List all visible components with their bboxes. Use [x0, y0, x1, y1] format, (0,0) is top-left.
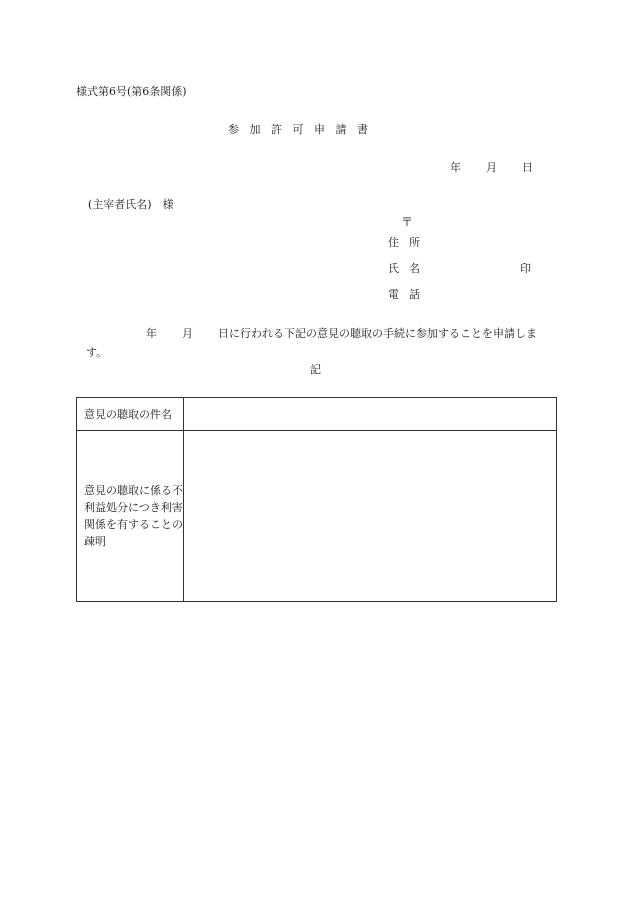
- name-row: [388, 262, 430, 276]
- table-row: [77, 398, 557, 431]
- form-number: 様式第6号(第6条関係): [76, 85, 187, 98]
- name-label: 氏名: [388, 262, 430, 275]
- phone-row: [388, 288, 430, 302]
- body-year: 年: [146, 327, 157, 340]
- table-row: [77, 431, 557, 602]
- address-label: 住所: [388, 236, 430, 249]
- date-day: 日: [522, 161, 533, 174]
- document-title: 参加許可申請書: [228, 123, 379, 136]
- date-year: 年: [450, 161, 461, 174]
- body-text: 日に行われる下記の意見の聴取の手続に参加することを申請します。: [86, 327, 537, 359]
- addressee: (主宰者氏名) 様: [88, 198, 174, 211]
- date-month: 月: [486, 161, 497, 174]
- record-table: [76, 397, 557, 602]
- date-line: [450, 161, 533, 175]
- seal-mark: 印: [520, 262, 531, 275]
- subject-field[interactable]: [184, 398, 557, 431]
- phone-label: 電話: [388, 288, 430, 301]
- interest-explanation-field[interactable]: [184, 431, 557, 602]
- subject-label: 意見の聴取の件名: [77, 398, 184, 431]
- interest-explanation-label: 意見の聴取に係る不利益処分につき利害関係を有することの疎明: [77, 431, 184, 602]
- postal-mark: 〒: [401, 215, 414, 229]
- body-month: 月: [182, 327, 193, 340]
- ki-heading: 記: [310, 363, 321, 376]
- application-statement: [86, 324, 556, 362]
- address-row: [388, 236, 430, 250]
